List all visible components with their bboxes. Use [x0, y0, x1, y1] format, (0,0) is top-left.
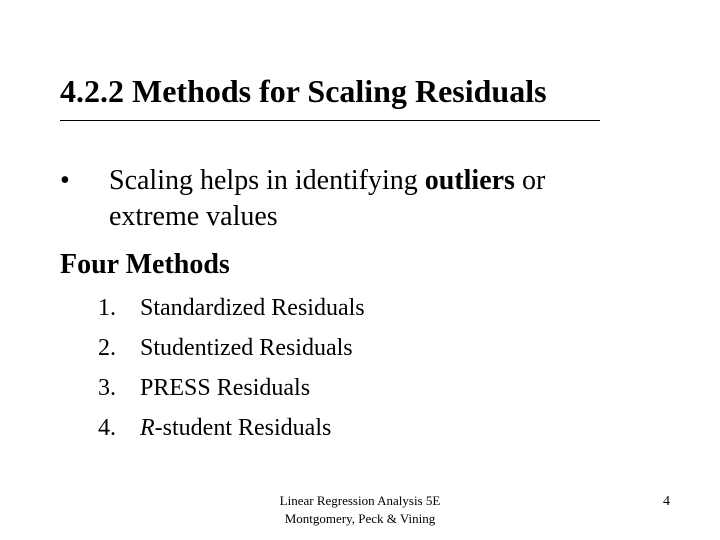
method-number: 2.: [98, 335, 116, 361]
bullet-marker: •: [60, 165, 70, 196]
footer-line-2: Montgomery, Peck & Vining: [284, 511, 436, 526]
footer-line-1: Linear Regression Analysis 5E: [279, 493, 441, 508]
slide-title: 4.2.2 Methods for Scaling Residuals: [60, 73, 547, 109]
title-underline: [60, 120, 600, 121]
section-heading: Four Methods: [60, 249, 230, 280]
method-label-italic: R: [140, 415, 155, 441]
method-label: Standardized Residuals: [140, 295, 365, 321]
bullet-emphasis: outliers: [424, 165, 515, 196]
bullet-text: [109, 163, 629, 235]
method-label: [140, 408, 331, 448]
bullet-text-end: or extreme values: [109, 165, 546, 232]
method-label-rest: -student Residuals: [154, 415, 332, 441]
page-number: 4: [663, 494, 670, 509]
method-label: PRESS Residuals: [140, 375, 311, 401]
footer-citation: [260, 492, 460, 528]
method-number: 4.: [98, 415, 116, 441]
method-number: 1.: [98, 295, 116, 321]
bullet-text-start: Scaling helps in identifying: [109, 165, 425, 196]
method-number: 3.: [98, 375, 116, 401]
method-label: Studentized Residuals: [140, 335, 353, 361]
